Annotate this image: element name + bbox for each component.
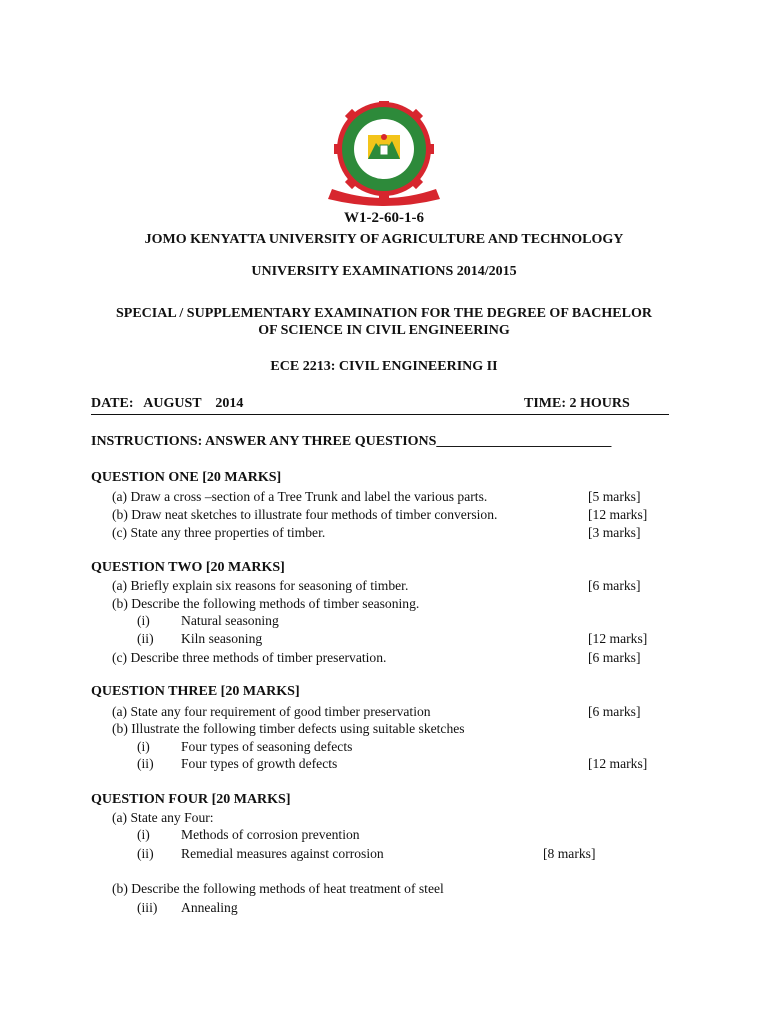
q4-part-a-i: Methods of corrosion prevention — [181, 827, 360, 842]
q3-part-b-ii: Four types of growth defects — [181, 756, 338, 771]
q1-part-b-marks: [12 marks] — [588, 507, 648, 522]
exam-session: UNIVERSITY EXAMINATIONS 2014/2015 — [251, 264, 517, 279]
q3-part-b: (b) Illustrate the following timber defects using suitable sketches — [112, 721, 465, 736]
q1-part-c-marks: [3 marks] — [588, 525, 641, 540]
q2-part-b-i-number: (i) — [137, 613, 150, 628]
degree-line-2: OF SCIENCE IN CIVIL ENGINEERING — [258, 323, 510, 338]
university-seal-icon — [318, 101, 450, 211]
question-three-title: QUESTION THREE [20 MARKS] — [91, 684, 300, 699]
q2-part-c: (c) Describe three methods of timber preservation. — [112, 650, 387, 665]
q1-part-c: (c) State any three properties of timber. — [112, 525, 326, 540]
q4-part-a: (a) State any Four: — [112, 810, 214, 825]
q3-part-a: (a) State any four requirement of good timber preservation — [112, 704, 431, 719]
q4-part-b-iii: Annealing — [181, 900, 238, 915]
q4-part-a-marks: [8 marks] — [543, 846, 596, 861]
q2-part-c-marks: [6 marks] — [588, 650, 641, 665]
q3-part-b-i: Four types of seasoning defects — [181, 739, 353, 754]
q1-part-a-marks: [5 marks] — [588, 489, 641, 504]
degree-line-1: SPECIAL / SUPPLEMENTARY EXAMINATION FOR THE DEGREE OF BACHELOR — [116, 306, 652, 321]
q4-part-a-ii: Remedial measures against corrosion — [181, 846, 384, 861]
q4-part-a-i-number: (i) — [137, 827, 150, 842]
university-logo — [318, 101, 450, 211]
q2-part-b-marks: [12 marks] — [588, 631, 648, 646]
q4-part-a-ii-number: (ii) — [137, 846, 154, 861]
exam-code: W1-2-60-1-6 — [344, 210, 424, 226]
q4-part-b-iii-number: (iii) — [137, 900, 158, 915]
university-name: JOMO KENYATTA UNIVERSITY OF AGRICULTURE AND TECHNOLOGY — [144, 232, 624, 247]
exam-duration: TIME: 2 HOURS — [524, 396, 630, 411]
question-two-title: QUESTION TWO [20 MARKS] — [91, 560, 285, 575]
q3-part-b-marks: [12 marks] — [588, 756, 648, 771]
q3-part-b-i-number: (i) — [137, 739, 150, 754]
question-four-title: QUESTION FOUR [20 MARKS] — [91, 792, 291, 807]
header-rule — [91, 414, 669, 415]
q3-part-b-ii-number: (ii) — [137, 756, 154, 771]
q2-part-b-ii: Kiln seasoning — [181, 631, 263, 646]
course-title: ECE 2213: CIVIL ENGINEERING II — [270, 359, 498, 374]
exam-date: DATE: AUGUST 2014 — [91, 396, 244, 411]
q3-part-a-marks: [6 marks] — [588, 704, 641, 719]
q2-part-b-ii-number: (ii) — [137, 631, 154, 646]
q2-part-a-marks: [6 marks] — [588, 578, 641, 593]
question-one-title: QUESTION ONE [20 MARKS] — [91, 470, 282, 485]
q4-part-b: (b) Describe the following methods of heat treatment of steel — [112, 881, 444, 896]
q2-part-b-i: Natural seasoning — [181, 613, 279, 628]
q1-part-a: (a) Draw a cross –section of a Tree Trunk and label the various parts. — [112, 489, 488, 504]
exam-instructions: INSTRUCTIONS: ANSWER ANY THREE QUESTIONS_________________________ — [91, 434, 612, 449]
q2-part-b: (b) Describe the following methods of timber seasoning. — [112, 596, 420, 611]
q1-part-b: (b) Draw neat sketches to illustrate four methods of timber conversion. — [112, 507, 498, 522]
q2-part-a: (a) Briefly explain six reasons for seasoning of timber. — [112, 578, 409, 593]
